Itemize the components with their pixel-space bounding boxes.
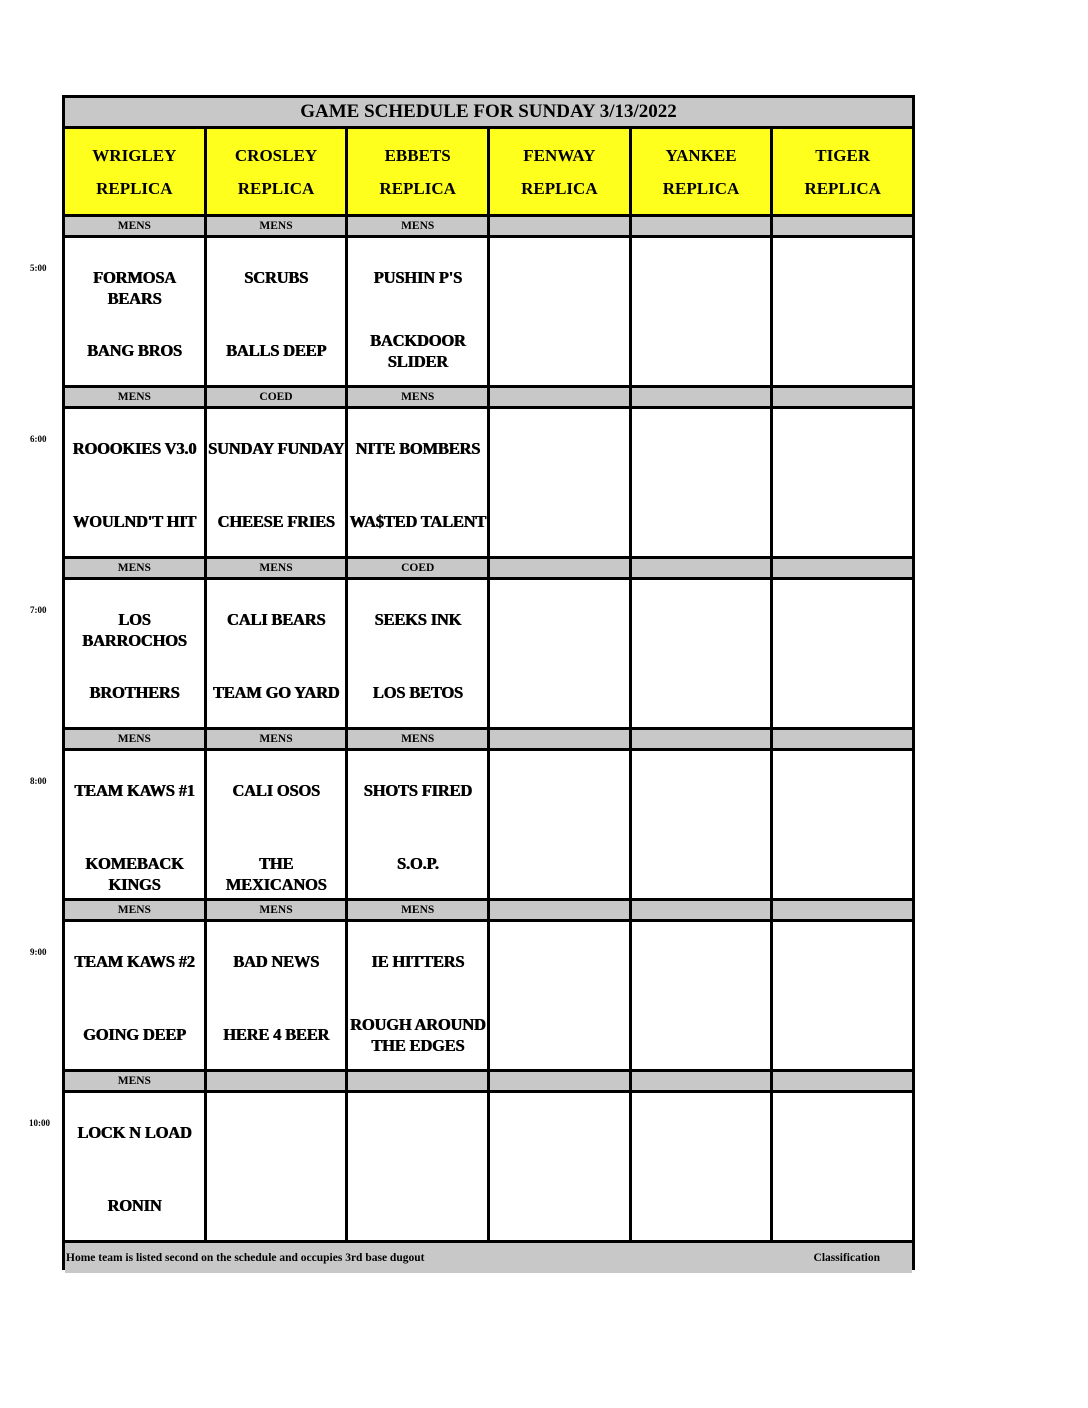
classification-row: [65, 730, 912, 751]
game-cell: [348, 580, 490, 727]
game-cell: [65, 751, 207, 898]
away-team: NITE BOMBERS: [355, 439, 480, 458]
game-cell: [632, 751, 774, 898]
classification-cell: MENS: [348, 388, 490, 406]
classification-cell: [490, 1072, 632, 1090]
classification-cell: [773, 559, 912, 577]
away-team: TEAM KAWS #1: [74, 781, 195, 800]
game-cell: [773, 751, 912, 898]
classification-cell: MENS: [207, 559, 349, 577]
game-cell: [632, 922, 774, 1069]
away-team: SEEKS INK: [374, 610, 462, 629]
away-team: LOCK N LOAD: [77, 1123, 192, 1142]
field-header-2: [348, 129, 490, 214]
field-name: EBBETS: [384, 146, 451, 165]
schedule-title: GAME SCHEDULE FOR SUNDAY 3/13/2022: [65, 98, 912, 129]
game-cell: [207, 751, 349, 898]
classification-cell: [632, 730, 774, 748]
field-header-3: [490, 129, 632, 214]
home-team: ROUGH AROUND THE EDGES: [349, 1015, 486, 1055]
classification-cell: MENS: [65, 217, 207, 235]
field-type: REPLICA: [521, 179, 598, 198]
away-team: CALI OSOS: [232, 781, 320, 800]
away-team: BAD NEWS: [233, 952, 319, 971]
away-team: TEAM KAWS #2: [74, 952, 195, 971]
field-name: FENWAY: [523, 146, 596, 165]
game-cell: [632, 409, 774, 556]
classification-cell: [632, 559, 774, 577]
game-row: [65, 751, 912, 901]
game-cell: [490, 238, 632, 385]
home-team: WOULND'T HIT: [72, 512, 197, 531]
home-team: BALLS DEEP: [225, 341, 327, 360]
field-name: YANKEE: [665, 146, 737, 165]
game-cell: [65, 409, 207, 556]
away-team: ROOOKIES V3.0: [72, 439, 197, 458]
game-row: [65, 238, 912, 388]
game-row: [65, 922, 912, 1072]
home-team: CHEESE FRIES: [217, 512, 335, 531]
game-cell: [773, 1093, 912, 1240]
game-row: [65, 409, 912, 559]
footer-row: [65, 1243, 912, 1273]
time-label: 9:00: [30, 947, 47, 957]
classification-cell: MENS: [65, 388, 207, 406]
game-cell: [65, 1093, 207, 1240]
classification-cell: [773, 1072, 912, 1090]
game-cell: [207, 922, 349, 1069]
classification-row: [65, 559, 912, 580]
home-team: GOING DEEP: [82, 1025, 186, 1044]
classification-row: [65, 388, 912, 409]
game-row: [65, 1093, 912, 1243]
classification-cell: MENS: [348, 730, 490, 748]
game-cell: [490, 1093, 632, 1240]
away-team: SUNDAY FUNDAY: [207, 439, 345, 458]
game-cell: [490, 751, 632, 898]
away-team: PUSHIN P'S: [373, 268, 462, 287]
field-type: REPLICA: [379, 179, 456, 198]
field-type: REPLICA: [804, 179, 881, 198]
game-cell: [65, 238, 207, 385]
time-label: 7:00: [30, 605, 47, 615]
home-team: RONIN: [107, 1196, 162, 1215]
time-label: 5:00: [30, 263, 47, 273]
field-header-row: [65, 129, 912, 217]
classification-cell: MENS: [65, 730, 207, 748]
game-row: [65, 580, 912, 730]
field-header-4: [632, 129, 774, 214]
home-team: WA$TED TALENT: [349, 512, 486, 531]
game-cell: [490, 580, 632, 727]
classification-row: [65, 901, 912, 922]
game-cell: [632, 238, 774, 385]
classification-cell: [773, 730, 912, 748]
game-cell: [490, 409, 632, 556]
classification-cell: [632, 1072, 774, 1090]
classification-cell: [207, 1072, 349, 1090]
away-team: IE HITTERS: [371, 952, 465, 971]
home-team: THE MEXICANOS: [225, 854, 327, 894]
classification-cell: MENS: [348, 217, 490, 235]
time-label: 10:00: [29, 1118, 50, 1128]
classification-cell: [490, 217, 632, 235]
classification-cell: [490, 901, 632, 919]
classification-cell: [490, 730, 632, 748]
away-team: SHOTS FIRED: [363, 781, 472, 800]
away-team: FORMOSA BEARS: [92, 268, 176, 308]
classification-cell: [632, 901, 774, 919]
time-label: 6:00: [30, 434, 47, 444]
game-cell: [207, 1093, 349, 1240]
footer-note: Home team is listed second on the schedule and occupies 3rd base dugout: [66, 1252, 425, 1264]
home-team: TEAM GO YARD: [212, 683, 340, 702]
classification-label: Classification: [813, 1252, 880, 1264]
field-name: CROSLEY: [234, 146, 318, 165]
classification-cell: MENS: [348, 901, 490, 919]
classification-cell: [773, 217, 912, 235]
classification-cell: COED: [348, 559, 490, 577]
game-cell: [348, 1093, 490, 1240]
field-type: REPLICA: [96, 179, 173, 198]
field-name: WRIGLEY: [92, 146, 177, 165]
home-team: HERE 4 BEER: [223, 1025, 329, 1044]
game-cell: [632, 580, 774, 727]
game-cell: [490, 922, 632, 1069]
game-cell: [207, 409, 349, 556]
game-cell: [773, 409, 912, 556]
field-header-5: [773, 129, 912, 214]
game-cell: [773, 922, 912, 1069]
game-cell: [348, 409, 490, 556]
classification-cell: [490, 559, 632, 577]
classification-cell: MENS: [207, 901, 349, 919]
classification-cell: [490, 388, 632, 406]
away-team: SCRUBS: [244, 268, 308, 287]
game-cell: [773, 580, 912, 727]
field-type: REPLICA: [237, 179, 315, 198]
home-team: S.O.P.: [396, 854, 439, 873]
home-team: BROTHERS: [89, 683, 180, 702]
home-team: BANG BROS: [86, 341, 182, 360]
field-header-1: [207, 129, 349, 214]
schedule-table: [62, 95, 915, 1270]
classification-cell: MENS: [65, 559, 207, 577]
classification-cell: [348, 1072, 490, 1090]
game-cell: [65, 922, 207, 1069]
game-cell: [207, 238, 349, 385]
classification-cell: MENS: [207, 730, 349, 748]
classification-cell: COED: [207, 388, 349, 406]
home-team: LOS BETOS: [372, 683, 463, 702]
away-team: LOS BARROCHOS: [82, 610, 187, 650]
classification-cell: [773, 901, 912, 919]
classification-row: [65, 1072, 912, 1093]
game-cell: [207, 580, 349, 727]
game-cell: [348, 751, 490, 898]
classification-cell: MENS: [65, 1072, 207, 1090]
field-type: REPLICA: [662, 179, 740, 198]
home-team: BACKDOOR SLIDER: [369, 331, 466, 371]
classification-cell: MENS: [207, 217, 349, 235]
field-header-0: [65, 129, 207, 214]
classification-row: [65, 217, 912, 238]
classification-cell: [773, 388, 912, 406]
field-name: TIGER: [815, 146, 871, 165]
classification-cell: MENS: [65, 901, 207, 919]
classification-cell: [632, 388, 774, 406]
classification-cell: [632, 217, 774, 235]
time-label: 8:00: [30, 776, 47, 786]
game-cell: [348, 238, 490, 385]
away-team: CALI BEARS: [226, 610, 326, 629]
home-team: KOMEBACK KINGS: [85, 854, 184, 894]
game-cell: [773, 238, 912, 385]
game-cell: [348, 922, 490, 1069]
game-cell: [632, 1093, 774, 1240]
game-cell: [65, 580, 207, 727]
